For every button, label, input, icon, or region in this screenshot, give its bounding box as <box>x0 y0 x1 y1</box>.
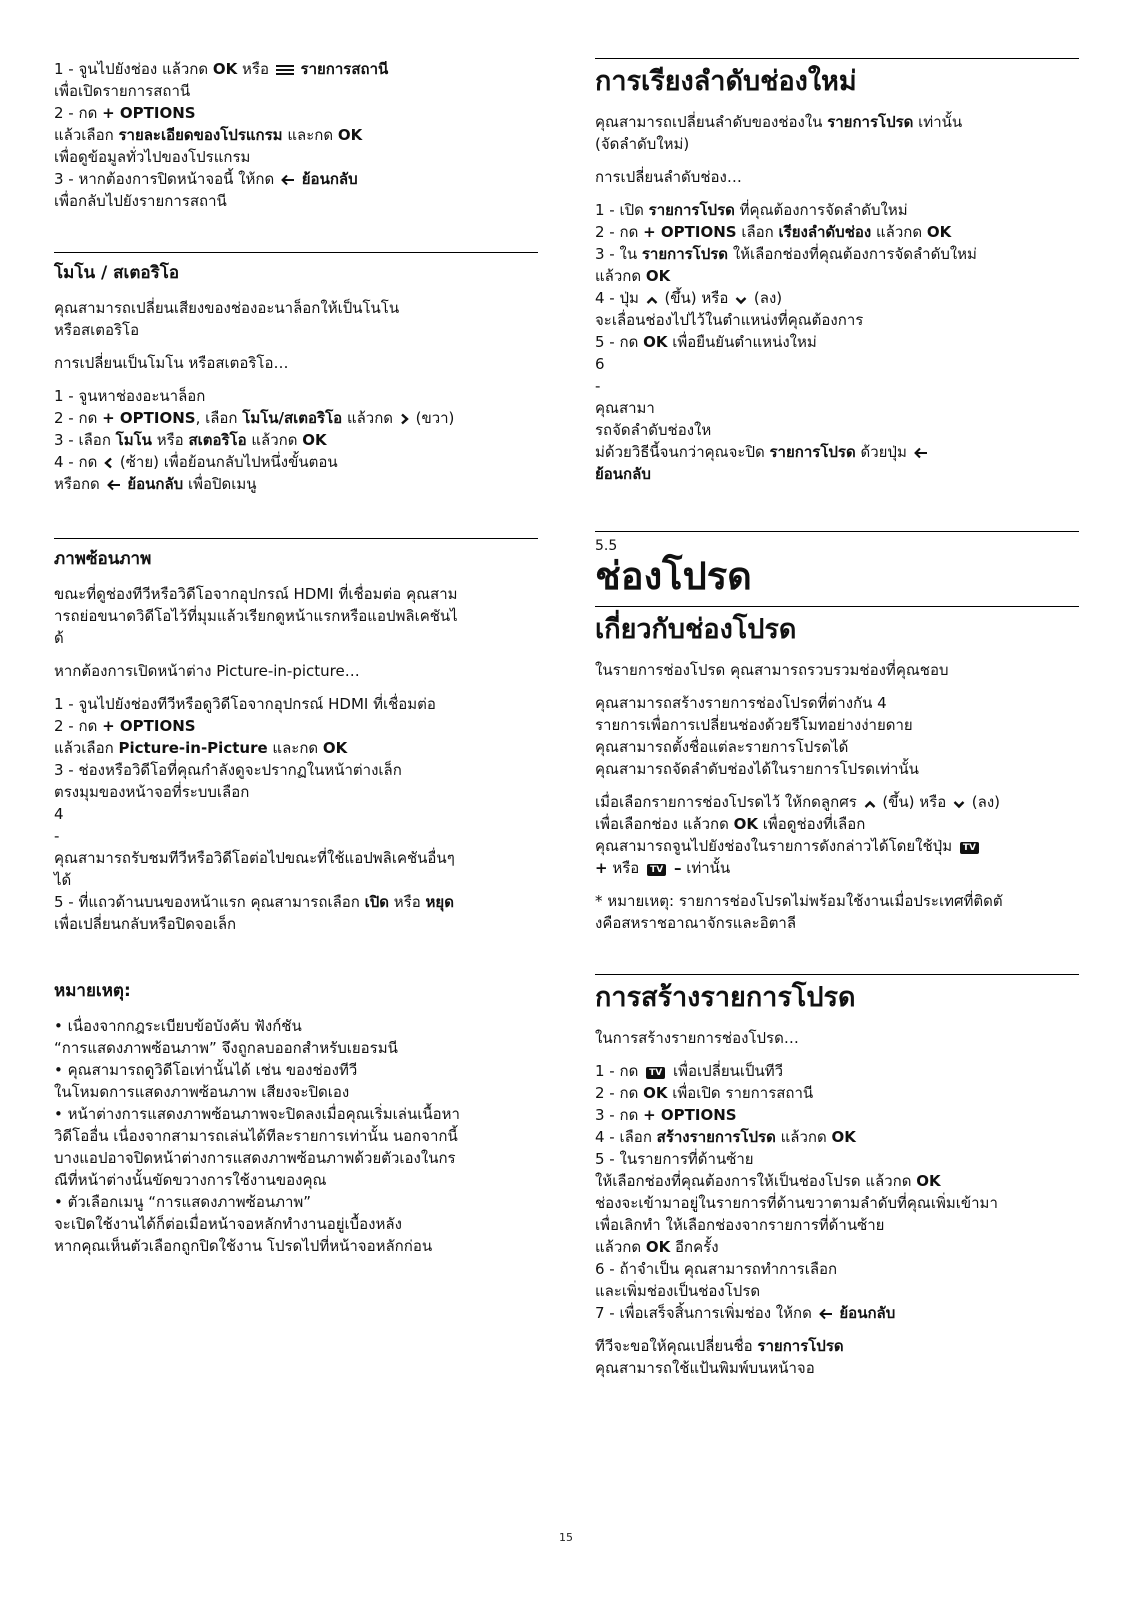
note-line: วิดีโออื่น เนื่องจากสามารถเล่นได้ทีละรายการเท่านั้น นอกจากนี้ <box>54 1127 458 1145</box>
right-column <box>595 58 1079 1379</box>
paragraph: การเปลี่ยนลำดับช่อง… <box>595 168 742 186</box>
paragraph: หรือสเตอริโอ <box>54 321 140 339</box>
note-line: หากคุณเห็นตัวเลือกถูกปิดใช้งาน โปรดไปที่หน้าจอหลักก่อน <box>54 1237 433 1255</box>
step-line: 2 - กด + OPTIONS <box>54 717 196 735</box>
step-line: ได้ <box>54 871 72 889</box>
chevron-down-icon <box>953 800 965 809</box>
paragraph: ด้ <box>54 629 64 647</box>
step-line: คุณสามารถรับชมทีวีหรือวิดีโอต่อไปขณะที่ใช้แอปพลิเคชันอื่นๆ <box>54 849 455 867</box>
note-line: ณีที่หน้าต่างนั้นขัดขวางการใช้งานของคุณ <box>54 1171 327 1189</box>
step-line: 4 - กด (ซ้าย) เพื่อย้อนกลับไปหนึ่งขั้นตอน <box>54 453 338 471</box>
step-line: 4 - ปุ่ม (ขึ้น) หรือ (ลง) <box>595 289 783 307</box>
step-line: 1 - เปิด รายการโปรด ที่คุณต้องการจัดลำดับใหม่ <box>595 201 908 219</box>
paragraph: รายการเพื่อการเปลี่ยนช่องด้วยรีโมทอย่างง่ายดาย <box>595 716 913 734</box>
paragraph: ทีวีจะขอให้คุณเปลี่ยนชื่อ รายการโปรด <box>595 1337 844 1355</box>
step-line: แล้วกด OK อีกครั้ง <box>595 1238 719 1256</box>
notes-heading: หมายเหตุ: <box>54 981 131 1001</box>
paragraph: คุณสามารถใช้แป้นพิมพ์บนหน้าจอ <box>595 1359 815 1377</box>
note-line: * หมายเหตุ: รายการช่องโปรดไม่พร้อมใช้งานเมื่อประเทศที่ติดตั <box>595 892 1003 910</box>
step-line: เพื่อดูข้อมูลทั่วไปของโปรแกรม <box>54 148 251 166</box>
back-arrow-icon <box>819 1308 833 1320</box>
note-line: • เนื่องจากกฎระเบียบข้อบังคับ ฟังก์ชัน <box>54 1017 302 1035</box>
paragraph: ารถย่อขนาดวิดีโอไว้ที่มุมแล้วเรียกดูหน้าแรกหรือแอปพลิเคชันไ <box>54 607 458 625</box>
step-line: 1 - จูนไปยังช่อง แล้วกด OK หรือ รายการสถานี <box>54 60 389 78</box>
note-line: • หน้าต่างการแสดงภาพซ้อนภาพจะปิดลงเมื่อคุณเริ่มเล่นเนื้อหา <box>54 1105 460 1123</box>
step-line: 1 - กด TV เพื่อเปลี่ยนเป็นทีวี <box>595 1062 784 1080</box>
step-line: 5 - ในรายการที่ด้านซ้าย <box>595 1150 754 1168</box>
pip-heading: ภาพซ้อนภาพ <box>54 549 152 569</box>
list-icon <box>276 64 294 76</box>
paragraph: คุณสามารถสร้างรายการช่องโปรดที่ต่างกัน 4 <box>595 694 887 712</box>
tv-key-icon: TV <box>646 1067 665 1079</box>
create-favourites-heading: การสร้างรายการโปรด <box>595 982 856 1013</box>
chevron-down-icon <box>735 296 747 305</box>
paragraph: คุณสามารถเปลี่ยนลำดับของช่องใน รายการโปรด เท่านั้น <box>595 113 963 131</box>
paragraph: ขณะที่ดูช่องทีวีหรือวิดีโอจากอุปกรณ์ HDMI ที่เชื่อมต่อ คุณสาม <box>54 585 458 603</box>
note-line: งคือสหราชอาณาจักรและอิตาลี <box>595 914 797 932</box>
section-divider <box>54 252 538 253</box>
step-line: 6 - ถ้าจำเป็น คุณสามารถทำการเลือก <box>595 1260 838 1278</box>
step-line: 5 - กด OK เพื่อยืนยันตำแหน่งใหม่ <box>595 333 817 351</box>
note-line: บางแอปอาจปิดหน้าต่างการแสดงภาพซ้อนภาพด้วยตัวเองในกร <box>54 1149 456 1167</box>
step-line: ช่องจะเข้ามาอยู่ในรายการที่ด้านขวาตามลำดับที่คุณเพิ่มเข้ามา <box>595 1194 998 1212</box>
step-line: 3 - หากต้องการปิดหน้าจอนี้ ให้กด ย้อนกลับ <box>54 170 358 188</box>
step-line: 2 - กด + OPTIONS เลือก เรียงลำดับช่อง แล้วกด OK <box>595 223 952 241</box>
paragraph: (จัดลำดับใหม่) <box>595 135 690 153</box>
step-line: แล้วเลือก Picture-in-Picture และกด OK <box>54 739 348 757</box>
step-line: ย้อนกลับ <box>595 465 651 483</box>
paragraph: + หรือ TV – เท่านั้น <box>595 859 731 877</box>
reorder-heading: การเรียงลำดับช่องใหม่ <box>595 66 857 97</box>
tv-key-icon: TV <box>960 842 979 854</box>
paragraph: หากต้องการเปิดหน้าต่าง Picture-in-picture… <box>54 662 360 680</box>
step-line: 6 <box>595 355 605 373</box>
step-line: 2 - กด + OPTIONS, เลือก โมโน/สเตอริโอ แล้วกด (ขวา) <box>54 409 455 427</box>
step-line: 4 <box>54 805 64 823</box>
section-divider <box>595 974 1079 975</box>
paragraph: ในการสร้างรายการช่องโปรด… <box>595 1029 799 1047</box>
step-line: แล้วกด OK <box>595 267 671 285</box>
chevron-up-icon <box>864 800 876 809</box>
intro-steps <box>54 58 538 212</box>
step-line: 2 - กด + OPTIONS <box>54 104 196 122</box>
paragraph: การเปลี่ยนเป็นโมโน หรือสเตอริโอ… <box>54 354 289 372</box>
paragraph: คุณสามารถตั้งชื่อแต่ละรายการโปรดได้ <box>595 738 849 756</box>
note-line: จะเปิดใช้งานได้ก็ต่อเมื่อหน้าจอหลักทำงานอยู่เบื้องหลัง <box>54 1215 402 1233</box>
step-line: 2 - กด OK เพื่อเปิด รายการสถานี <box>595 1084 814 1102</box>
step-line: รถจัดลำดับช่องให <box>595 421 712 439</box>
step-line: ม่ด้วยวิธีนี้จนกว่าคุณจะปิด รายการโปรด ด้วยปุ่ม <box>595 441 1079 463</box>
step-line: 4 - เลือก สร้างรายการโปรด แล้วกด OK <box>595 1128 856 1146</box>
chevron-right-icon <box>400 413 409 425</box>
step-line: คุณสามา <box>595 399 655 417</box>
notes-list <box>54 1015 538 1257</box>
page-number: 15 <box>559 1531 573 1544</box>
note-line: • ตัวเลือกเมนู “การแสดงภาพซ้อนภาพ” <box>54 1193 312 1211</box>
step-line: 7 - เพื่อเสร็จสิ้นการเพิ่มช่อง ให้กด ย้อนกลับ <box>595 1304 896 1322</box>
paragraph: คุณสามารถจูนไปยังช่องในรายการดังกล่าวได้โดยใช้ปุ่ม TV <box>595 835 1079 857</box>
step-line: เพื่อเปิดรายการสถานี <box>54 82 191 100</box>
left-column <box>54 58 538 1257</box>
step-line: - <box>54 827 60 845</box>
chevron-up-icon <box>646 296 658 305</box>
step-line: ตรงมุมของหน้าจอที่ระบบเลือก <box>54 783 250 801</box>
paragraph: เมื่อเลือกรายการช่องโปรดไว้ ให้กดลูกศร (ขึ้น) หรือ (ลง) <box>595 793 1001 811</box>
section-divider <box>54 538 538 539</box>
step-line: หรือกด ย้อนกลับ เพื่อปิดเมนู <box>54 475 257 493</box>
section-divider <box>595 58 1079 59</box>
paragraph: ในรายการช่องโปรด คุณสามารถรวบรวมช่องที่คุณชอบ <box>595 661 949 679</box>
step-line: 1 - จูนหาช่องอะนาล็อก <box>54 387 206 405</box>
back-arrow-icon <box>281 174 295 186</box>
step-line: - <box>595 377 601 395</box>
step-line: เพื่อเลิกทำ ให้เลือกช่องจากรายการที่ด้านซ้าย <box>595 1216 885 1234</box>
step-line: ให้เลือกช่องที่คุณต้องการให้เป็นช่องโปรด แล้วกด OK <box>595 1172 941 1190</box>
section-divider <box>595 606 1079 607</box>
step-line: 3 - เลือก โมโน หรือ สเตอริโอ แล้วกด OK <box>54 431 327 449</box>
step-line: 3 - ช่องหรือวิดีโอที่คุณกำลังดูจะปรากฏในหน้าต่างเล็ก <box>54 761 402 779</box>
tv-key-icon: TV <box>647 864 666 876</box>
paragraph: คุณสามารถเปลี่ยนเสียงของช่องอะนาล็อกให้เป็นโนโน <box>54 299 400 317</box>
back-arrow-icon <box>107 479 121 491</box>
step-line: แล้วเลือก รายละเอียดของโปรแกรม และกด OK <box>54 126 363 144</box>
paragraph: เพื่อเลือกช่อง แล้วกด OK เพื่อดูช่องที่เลือก <box>595 815 866 833</box>
note-line: “การแสดงภาพซ้อนภาพ” จึงถูกลบออกสำหรับเยอรมนี <box>54 1039 398 1057</box>
step-line: และเพิ่มช่องเป็นช่องโปรด <box>595 1282 761 1300</box>
section-number: 5.5 <box>595 538 618 554</box>
about-favourites-heading: เกี่ยวกับช่องโปรด <box>595 614 797 645</box>
note-line: • คุณสามารถดูวิดีโอเท่านั้นได้ เช่น ของช่องทีวี <box>54 1061 358 1079</box>
back-arrow-icon <box>914 447 928 459</box>
step-line: 3 - ใน รายการโปรด ให้เลือกช่องที่คุณต้องการจัดลำดับใหม่ <box>595 245 977 263</box>
step-line: เพื่อเปลี่ยนกลับหรือปิดจอเล็ก <box>54 915 237 933</box>
chevron-left-icon <box>104 457 113 469</box>
step-line: เพื่อกลับไปยังรายการสถานี <box>54 192 227 210</box>
paragraph: คุณสามารถจัดลำดับช่องได้ในรายการโปรดเท่านั้น <box>595 760 919 778</box>
mono-stereo-heading: โมโน / สเตอริโอ <box>54 263 180 283</box>
step-line: 5 - ที่แถวด้านบนของหน้าแรก คุณสามารถเลือก เปิด หรือ หยุด <box>54 893 454 911</box>
step-line: 1 - จูนไปยังช่องทีวีหรือดูวิดีโอจากอุปกรณ์ HDMI ที่เชื่อมต่อ <box>54 695 436 713</box>
step-line: จะเลื่อนช่องไปไว้ในตำแหน่งที่คุณต้องการ <box>595 311 864 329</box>
step-line: 3 - กด + OPTIONS <box>595 1106 737 1124</box>
section-title: ช่องโปรด <box>595 554 752 598</box>
section-divider <box>595 531 1079 532</box>
note-line: ในโหมดการแสดงภาพซ้อนภาพ เสียงจะปิดเอง <box>54 1083 350 1101</box>
